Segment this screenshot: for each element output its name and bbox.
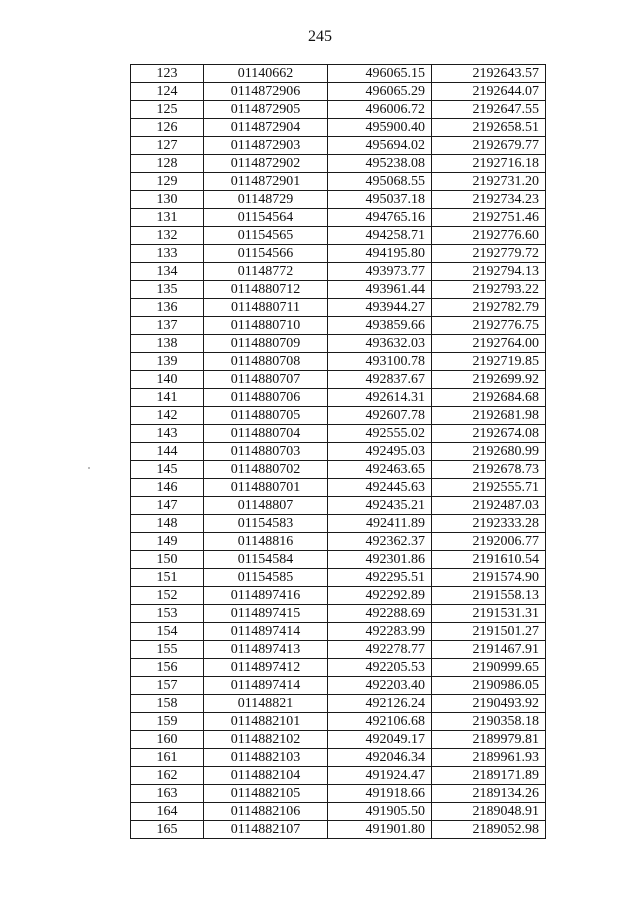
x-coordinate-cell: 492411.89	[328, 515, 432, 533]
x-coordinate-cell: 496006.72	[328, 101, 432, 119]
x-coordinate-cell: 491918.66	[328, 785, 432, 803]
row-index-cell: 136	[131, 299, 204, 317]
table-row	[131, 515, 546, 533]
table-row	[131, 461, 546, 479]
row-index-cell: 148	[131, 515, 204, 533]
row-index-cell: 142	[131, 407, 204, 425]
point-code-cell: 0114872902	[204, 155, 328, 173]
x-coordinate-cell: 495694.02	[328, 137, 432, 155]
table-row	[131, 137, 546, 155]
row-index-cell: 128	[131, 155, 204, 173]
table-row	[131, 785, 546, 803]
point-code-cell: 0114880701	[204, 479, 328, 497]
table-row	[131, 371, 546, 389]
y-coordinate-cell: 2192658.51	[432, 119, 546, 137]
point-code-cell: 01148821	[204, 695, 328, 713]
y-coordinate-cell: 2192782.79	[432, 299, 546, 317]
row-index-cell: 127	[131, 137, 204, 155]
point-code-cell: 0114880705	[204, 407, 328, 425]
table-row	[131, 83, 546, 101]
y-coordinate-cell: 2189134.26	[432, 785, 546, 803]
point-code-cell: 0114880709	[204, 335, 328, 353]
row-index-cell: 149	[131, 533, 204, 551]
x-coordinate-cell: 496065.29	[328, 83, 432, 101]
x-coordinate-cell: 495068.55	[328, 173, 432, 191]
x-coordinate-cell: 496065.15	[328, 65, 432, 83]
point-code-cell: 0114880706	[204, 389, 328, 407]
x-coordinate-cell: 492203.40	[328, 677, 432, 695]
row-index-cell: 151	[131, 569, 204, 587]
table-row	[131, 443, 546, 461]
x-coordinate-cell: 492607.78	[328, 407, 432, 425]
row-index-cell: 139	[131, 353, 204, 371]
x-coordinate-cell: 495037.18	[328, 191, 432, 209]
y-coordinate-cell: 2192719.85	[432, 353, 546, 371]
table-row	[131, 101, 546, 119]
point-code-cell: 01154564	[204, 209, 328, 227]
table-row	[131, 695, 546, 713]
y-coordinate-cell: 2189052.98	[432, 821, 546, 839]
y-coordinate-cell: 2191531.31	[432, 605, 546, 623]
table-row	[131, 155, 546, 173]
table-row	[131, 731, 546, 749]
y-coordinate-cell: 2192006.77	[432, 533, 546, 551]
row-index-cell: 160	[131, 731, 204, 749]
row-index-cell: 159	[131, 713, 204, 731]
row-index-cell: 133	[131, 245, 204, 263]
point-code-cell: 0114880703	[204, 443, 328, 461]
row-index-cell: 163	[131, 785, 204, 803]
y-coordinate-cell: 2189979.81	[432, 731, 546, 749]
y-coordinate-cell: 2192644.07	[432, 83, 546, 101]
point-code-cell: 0114880702	[204, 461, 328, 479]
row-index-cell: 129	[131, 173, 204, 191]
y-coordinate-cell: 2192751.46	[432, 209, 546, 227]
x-coordinate-cell: 492046.34	[328, 749, 432, 767]
table-row	[131, 407, 546, 425]
table-row	[131, 209, 546, 227]
y-coordinate-cell: 2191558.13	[432, 587, 546, 605]
x-coordinate-cell: 492278.77	[328, 641, 432, 659]
point-code-cell: 01148807	[204, 497, 328, 515]
y-coordinate-cell: 2190986.05	[432, 677, 546, 695]
x-coordinate-cell: 491905.50	[328, 803, 432, 821]
x-coordinate-cell: 492495.03	[328, 443, 432, 461]
x-coordinate-cell: 493859.66	[328, 317, 432, 335]
point-code-cell: 0114880704	[204, 425, 328, 443]
x-coordinate-cell: 492445.63	[328, 479, 432, 497]
table-row	[131, 65, 546, 83]
table-row	[131, 227, 546, 245]
x-coordinate-cell: 492362.37	[328, 533, 432, 551]
table-row	[131, 767, 546, 785]
point-code-cell: 0114872906	[204, 83, 328, 101]
table-row	[131, 659, 546, 677]
point-code-cell: 01154565	[204, 227, 328, 245]
y-coordinate-cell: 2192555.71	[432, 479, 546, 497]
point-code-cell: 01154583	[204, 515, 328, 533]
row-index-cell: 157	[131, 677, 204, 695]
point-code-cell: 0114880710	[204, 317, 328, 335]
row-index-cell: 152	[131, 587, 204, 605]
x-coordinate-cell: 491901.80	[328, 821, 432, 839]
row-index-cell: 125	[131, 101, 204, 119]
point-code-cell: 01154566	[204, 245, 328, 263]
table-row	[131, 353, 546, 371]
point-code-cell: 0114882103	[204, 749, 328, 767]
row-index-cell: 146	[131, 479, 204, 497]
point-code-cell: 01154584	[204, 551, 328, 569]
point-code-cell: 0114897415	[204, 605, 328, 623]
point-code-cell: 0114882102	[204, 731, 328, 749]
y-coordinate-cell: 2192794.13	[432, 263, 546, 281]
point-code-cell: 0114882105	[204, 785, 328, 803]
table-row	[131, 569, 546, 587]
table-row	[131, 605, 546, 623]
row-index-cell: 153	[131, 605, 204, 623]
y-coordinate-cell: 2192674.08	[432, 425, 546, 443]
row-index-cell: 147	[131, 497, 204, 515]
x-coordinate-cell: 494765.16	[328, 209, 432, 227]
row-index-cell: 135	[131, 281, 204, 299]
x-coordinate-cell: 493973.77	[328, 263, 432, 281]
table-row	[131, 641, 546, 659]
y-coordinate-cell: 2192731.20	[432, 173, 546, 191]
x-coordinate-cell: 493100.78	[328, 353, 432, 371]
point-code-cell: 0114880708	[204, 353, 328, 371]
row-index-cell: 144	[131, 443, 204, 461]
point-code-cell: 01148772	[204, 263, 328, 281]
x-coordinate-cell: 493961.44	[328, 281, 432, 299]
page-number: 245	[308, 28, 332, 45]
y-coordinate-cell: 2192684.68	[432, 389, 546, 407]
point-code-cell: 0114897414	[204, 677, 328, 695]
y-coordinate-cell: 2192643.57	[432, 65, 546, 83]
y-coordinate-cell: 2189171.89	[432, 767, 546, 785]
scan-speck	[88, 467, 90, 469]
y-coordinate-cell: 2191467.91	[432, 641, 546, 659]
table-row	[131, 533, 546, 551]
x-coordinate-cell: 492463.65	[328, 461, 432, 479]
row-index-cell: 150	[131, 551, 204, 569]
y-coordinate-cell: 2190999.65	[432, 659, 546, 677]
row-index-cell: 130	[131, 191, 204, 209]
table-row	[131, 173, 546, 191]
x-coordinate-cell: 494258.71	[328, 227, 432, 245]
table-row	[131, 677, 546, 695]
row-index-cell: 140	[131, 371, 204, 389]
table-row	[131, 479, 546, 497]
point-code-cell: 0114872903	[204, 137, 328, 155]
x-coordinate-cell: 492049.17	[328, 731, 432, 749]
point-code-cell: 01148816	[204, 533, 328, 551]
table-row	[131, 425, 546, 443]
point-code-cell: 0114872904	[204, 119, 328, 137]
row-index-cell: 154	[131, 623, 204, 641]
point-code-cell: 0114882107	[204, 821, 328, 839]
table-row	[131, 821, 546, 839]
table-row	[131, 803, 546, 821]
table-row	[131, 263, 546, 281]
y-coordinate-cell: 2191501.27	[432, 623, 546, 641]
x-coordinate-cell: 495900.40	[328, 119, 432, 137]
x-coordinate-cell: 492126.24	[328, 695, 432, 713]
point-code-cell: 0114897412	[204, 659, 328, 677]
table-row	[131, 587, 546, 605]
point-code-cell: 0114880711	[204, 299, 328, 317]
row-index-cell: 165	[131, 821, 204, 839]
x-coordinate-cell: 492837.67	[328, 371, 432, 389]
point-code-cell: 0114880707	[204, 371, 328, 389]
row-index-cell: 123	[131, 65, 204, 83]
y-coordinate-cell: 2192776.60	[432, 227, 546, 245]
table-row	[131, 281, 546, 299]
x-coordinate-cell: 492288.69	[328, 605, 432, 623]
point-code-cell: 0114882101	[204, 713, 328, 731]
table-row	[131, 335, 546, 353]
row-index-cell: 162	[131, 767, 204, 785]
x-coordinate-cell: 492435.21	[328, 497, 432, 515]
row-index-cell: 155	[131, 641, 204, 659]
row-index-cell: 131	[131, 209, 204, 227]
row-index-cell: 137	[131, 317, 204, 335]
point-code-cell: 0114880712	[204, 281, 328, 299]
y-coordinate-cell: 2192793.22	[432, 281, 546, 299]
row-index-cell: 138	[131, 335, 204, 353]
point-code-cell: 0114872905	[204, 101, 328, 119]
row-index-cell: 141	[131, 389, 204, 407]
x-coordinate-cell: 493632.03	[328, 335, 432, 353]
row-index-cell: 134	[131, 263, 204, 281]
point-code-cell: 0114882106	[204, 803, 328, 821]
point-code-cell: 0114897413	[204, 641, 328, 659]
x-coordinate-cell: 492292.89	[328, 587, 432, 605]
y-coordinate-cell: 2192487.03	[432, 497, 546, 515]
row-index-cell: 145	[131, 461, 204, 479]
table-row	[131, 389, 546, 407]
y-coordinate-cell: 2192764.00	[432, 335, 546, 353]
y-coordinate-cell: 2192333.28	[432, 515, 546, 533]
table-row	[131, 245, 546, 263]
x-coordinate-cell: 491924.47	[328, 767, 432, 785]
point-code-cell: 01148729	[204, 191, 328, 209]
y-coordinate-cell: 2191610.54	[432, 551, 546, 569]
x-coordinate-cell: 495238.08	[328, 155, 432, 173]
row-index-cell: 161	[131, 749, 204, 767]
row-index-cell: 158	[131, 695, 204, 713]
x-coordinate-cell: 492614.31	[328, 389, 432, 407]
x-coordinate-cell: 492301.86	[328, 551, 432, 569]
table-row	[131, 299, 546, 317]
x-coordinate-cell: 492106.68	[328, 713, 432, 731]
table-row	[131, 623, 546, 641]
x-coordinate-cell: 492295.51	[328, 569, 432, 587]
row-index-cell: 132	[131, 227, 204, 245]
x-coordinate-cell: 494195.80	[328, 245, 432, 263]
table-row	[131, 191, 546, 209]
y-coordinate-cell: 2192716.18	[432, 155, 546, 173]
table-row	[131, 749, 546, 767]
point-code-cell: 0114897414	[204, 623, 328, 641]
y-coordinate-cell: 2189961.93	[432, 749, 546, 767]
y-coordinate-cell: 2190358.18	[432, 713, 546, 731]
y-coordinate-cell: 2192699.92	[432, 371, 546, 389]
x-coordinate-cell: 493944.27	[328, 299, 432, 317]
x-coordinate-cell: 492205.53	[328, 659, 432, 677]
table-row	[131, 119, 546, 137]
y-coordinate-cell: 2192647.55	[432, 101, 546, 119]
table-row	[131, 497, 546, 515]
row-index-cell: 164	[131, 803, 204, 821]
row-index-cell: 143	[131, 425, 204, 443]
y-coordinate-cell: 2192679.77	[432, 137, 546, 155]
y-coordinate-cell: 2192776.75	[432, 317, 546, 335]
x-coordinate-cell: 492283.99	[328, 623, 432, 641]
y-coordinate-cell: 2189048.91	[432, 803, 546, 821]
y-coordinate-cell: 2192680.99	[432, 443, 546, 461]
table-row	[131, 317, 546, 335]
y-coordinate-cell: 2191574.90	[432, 569, 546, 587]
y-coordinate-cell: 2192734.23	[432, 191, 546, 209]
row-index-cell: 156	[131, 659, 204, 677]
y-coordinate-cell: 2192681.98	[432, 407, 546, 425]
row-index-cell: 126	[131, 119, 204, 137]
point-code-cell: 0114872901	[204, 173, 328, 191]
table-row	[131, 713, 546, 731]
point-code-cell: 01154585	[204, 569, 328, 587]
y-coordinate-cell: 2192779.72	[432, 245, 546, 263]
y-coordinate-cell: 2192678.73	[432, 461, 546, 479]
table-row	[131, 551, 546, 569]
point-code-cell: 0114897416	[204, 587, 328, 605]
x-coordinate-cell: 492555.02	[328, 425, 432, 443]
table-body	[131, 65, 546, 839]
point-code-cell: 01140662	[204, 65, 328, 83]
row-index-cell: 124	[131, 83, 204, 101]
y-coordinate-cell: 2190493.92	[432, 695, 546, 713]
point-code-cell: 0114882104	[204, 767, 328, 785]
coordinates-table	[130, 64, 546, 839]
